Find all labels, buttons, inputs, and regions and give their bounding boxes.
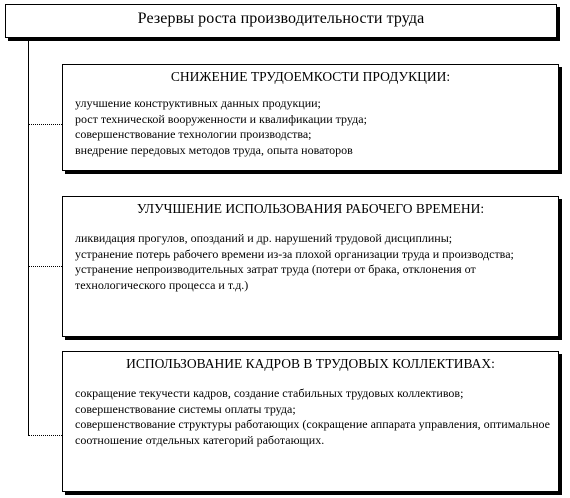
list-item: внедрение передовых методов труда, опыта новаторов bbox=[75, 142, 353, 157]
connector-branch-3 bbox=[28, 435, 62, 436]
list-item: совершенствование структуры работающих (сокращение аппарата управления, оптимальное соотношение отдельных категорий работающих. bbox=[75, 417, 550, 447]
section-heading: ИСПОЛЬЗОВАНИЕ КАДРОВ В ТРУДОВЫХ КОЛЛЕКТИВАХ: bbox=[126, 356, 495, 371]
list-item: рост технической вооруженности и квалификации труда; bbox=[75, 111, 367, 126]
section-personnel bbox=[62, 351, 559, 492]
section-items bbox=[75, 386, 552, 448]
list-item: совершенствование системы оплаты труда; bbox=[75, 401, 296, 416]
connector-branch-1 bbox=[28, 124, 62, 125]
diagram-title: Резервы роста производительности труда bbox=[137, 10, 425, 27]
list-item: улучшение конструктивных данных продукции; bbox=[75, 96, 321, 110]
list-item: совершенствование технологии производства; bbox=[75, 127, 312, 141]
section-labor-intensity bbox=[62, 64, 559, 171]
list-item: ликвидация прогулов, опозданий и др. нарушений трудовой дисциплины; bbox=[75, 231, 453, 245]
list-item: устранение непроизводительных затрат труда (потери от брака, отклонения от технологического процесса и т.д.) bbox=[75, 262, 476, 292]
section-items bbox=[75, 96, 552, 158]
section-heading: СНИЖЕНИЕ ТРУДОЕМКОСТИ ПРОДУКЦИИ: bbox=[170, 69, 451, 84]
list-item: устранение потерь рабочего времени из-за плохой организации труда и производства; bbox=[75, 246, 514, 261]
section-working-time bbox=[62, 196, 559, 337]
section-heading: УЛУЧШЕНИЕ ИСПОЛЬЗОВАНИЯ РАБОЧЕГО ВРЕМЕНИ: bbox=[136, 201, 485, 216]
connector-branch-2 bbox=[28, 266, 62, 267]
list-item: сокращение текучести кадров, создание стабильных трудовых коллективов; bbox=[75, 386, 464, 400]
section-items bbox=[75, 231, 552, 293]
connector-trunk bbox=[28, 38, 29, 436]
title-box bbox=[5, 4, 557, 38]
